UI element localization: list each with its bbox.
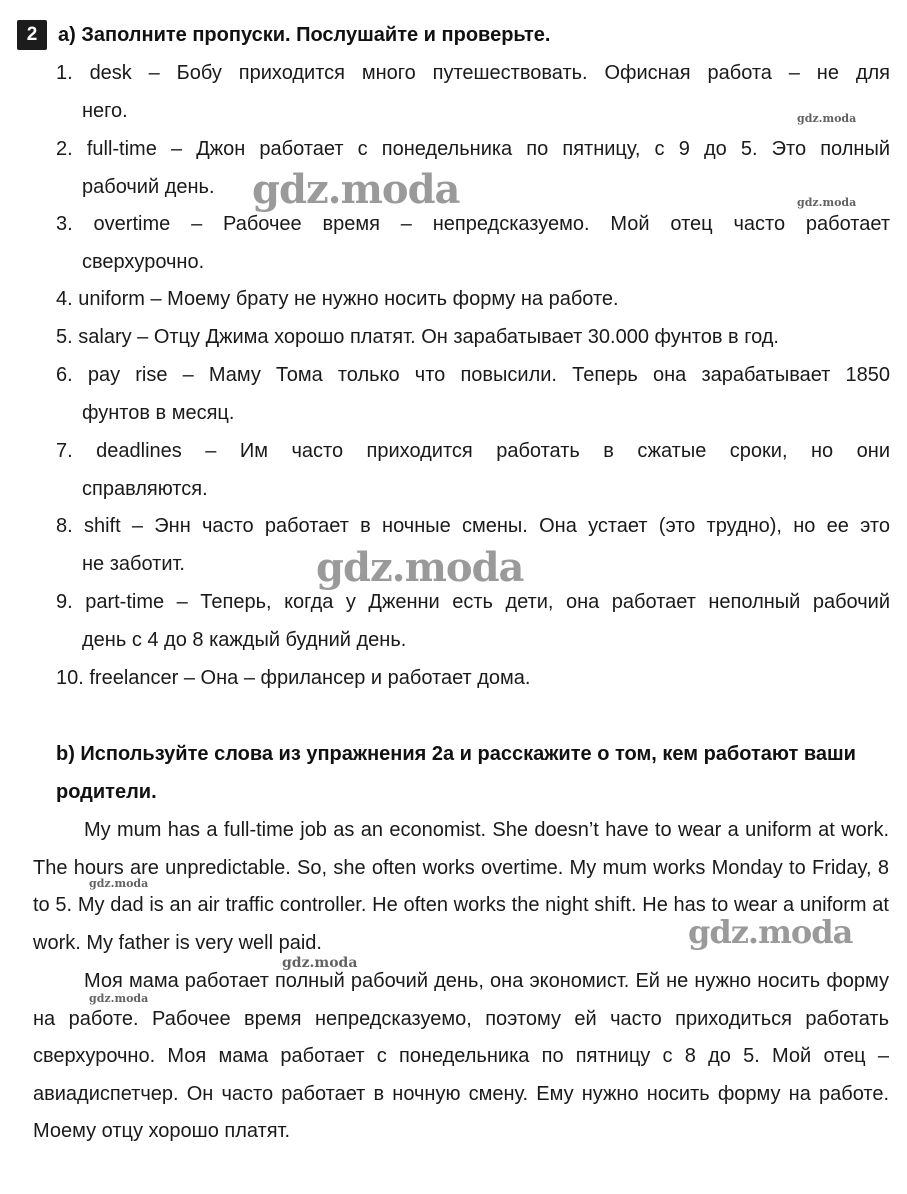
part-a-heading: a) Заполните пропуски. Послушайте и проверьте. — [58, 24, 551, 46]
watermark-large: gdz.moda — [688, 913, 853, 951]
watermark-small: gdz.moda — [282, 955, 358, 971]
exercise-item-line2: фунтов в месяц. — [82, 401, 235, 424]
exercise-item-text: overtime – Рабочее время – непредсказуемо. Мой отец часто работает — [93, 213, 890, 235]
exercise-item-line2: него. — [82, 99, 128, 122]
exercise-item-text: part-time – Теперь, когда у Дженни есть дети, она работает неполный рабочий — [85, 591, 891, 613]
exercise-item — [56, 281, 890, 319]
exercise-item-number: 2. — [56, 138, 73, 160]
exercise-item-line2: день с 4 до 8 каждый будний день. — [82, 628, 407, 651]
paragraph-english: My mum has a full-time job as an economist. She doesn’t have to wear a uniform at work. The hours are unpredictable. So, she often works overtime. My mum works Monday to Friday, 8 to 5. My dad is an air traffic controller. He often works the night shift. He has to wear a uniform at work. My father is very well paid. — [33, 819, 889, 954]
exercise-item — [56, 660, 890, 698]
exercise-item-text: full-time – Джон работает с понедельника по пятницу, с 9 до 5. Это полный — [86, 138, 890, 160]
exercise-item-text: salary – Отцу Джима хорошо платят. Он зарабатывает 30.000 фунтов в год. — [78, 326, 779, 348]
exercise-item-line2: не заботит. — [82, 552, 185, 575]
exercise-item-number: 1. — [56, 62, 73, 84]
exercise-item-number: 10. — [56, 667, 84, 689]
exercise-item-number: 8. — [56, 515, 73, 537]
exercise-item-line1 — [56, 357, 890, 395]
exercise-item-line1 — [56, 319, 890, 357]
exercise-item-line1 — [56, 433, 890, 471]
exercise-item-line1 — [56, 131, 890, 169]
exercise-item-number: 9. — [56, 591, 73, 613]
exercise-item-text: desk – Бобу приходится много путешествовать. Офисная работа – не для — [89, 62, 890, 84]
exercise-item-text: deadlines – Им часто приходится работать в сжатые сроки, но они — [96, 440, 890, 462]
watermark-small: gdz.moda — [797, 196, 857, 209]
exercise-item — [56, 131, 890, 206]
watermark-small: gdz.moda — [89, 877, 149, 890]
watermark-large: gdz.moda — [252, 166, 460, 213]
exercise-item — [56, 508, 890, 583]
exercise-item — [56, 433, 890, 508]
exercise-item-line1 — [56, 508, 890, 546]
paragraph-russian: Моя мама работает полный рабочий день, она экономист. Ей не нужно носить форму на работе. Рабочее время непредсказуемо, поэтому ей часто приходиться работать сверхурочно. Моя мама работает с понедельника по пятницу с 8 до 5. Мой отец – авиадиспетчер. Он часто работает в ночную смену. Ему нужно носить форму на работе. Моему отцу хорошо платят. — [33, 970, 889, 1143]
exercise-item-line2: рабочий день. — [82, 175, 215, 198]
exercise-item — [56, 55, 890, 130]
exercise-item-text: pay rise – Маму Тома только что повысили. Теперь она зарабатывает 1850 — [87, 364, 890, 386]
watermark-small: gdz.moda — [797, 112, 857, 125]
watermark-large: gdz.moda — [316, 544, 524, 591]
exercise-item-number: 7. — [56, 440, 73, 462]
exercise-item-line2: сверхурочно. — [82, 250, 205, 273]
exercise-item-text: shift – Энн часто работает в ночные смены. Она устает (это трудно), но ее это — [83, 515, 890, 537]
exercise-item-line1 — [56, 584, 890, 622]
exercise-item — [56, 357, 890, 432]
exercise-item — [56, 584, 890, 659]
exercise-item-line1 — [56, 206, 890, 244]
exercise-item-number: 3. — [56, 213, 73, 235]
exercise-item-line1 — [56, 281, 890, 319]
watermark-small: gdz.moda — [89, 992, 149, 1005]
exercise-item-number: 5. — [56, 326, 73, 348]
exercise-item-text: uniform – Моему брату не нужно носить форму на работе. — [78, 288, 619, 310]
exercise-item-number: 4. — [56, 288, 73, 310]
part-b-heading: b) Используйте слова из упражнения 2a и расскажите о том, кем работают ваши родители. — [56, 743, 856, 803]
exercise-item-line2: справляются. — [82, 477, 208, 500]
exercise-item-line1 — [56, 660, 890, 698]
exercise-item-text: freelancer – Она – фрилансер и работает дома. — [89, 667, 531, 689]
exercise-item — [56, 319, 890, 357]
task-number-badge: 2 — [17, 20, 47, 50]
exercise-item-number: 6. — [56, 364, 73, 386]
exercise-item-line1 — [56, 55, 890, 93]
exercise-item — [56, 206, 890, 281]
